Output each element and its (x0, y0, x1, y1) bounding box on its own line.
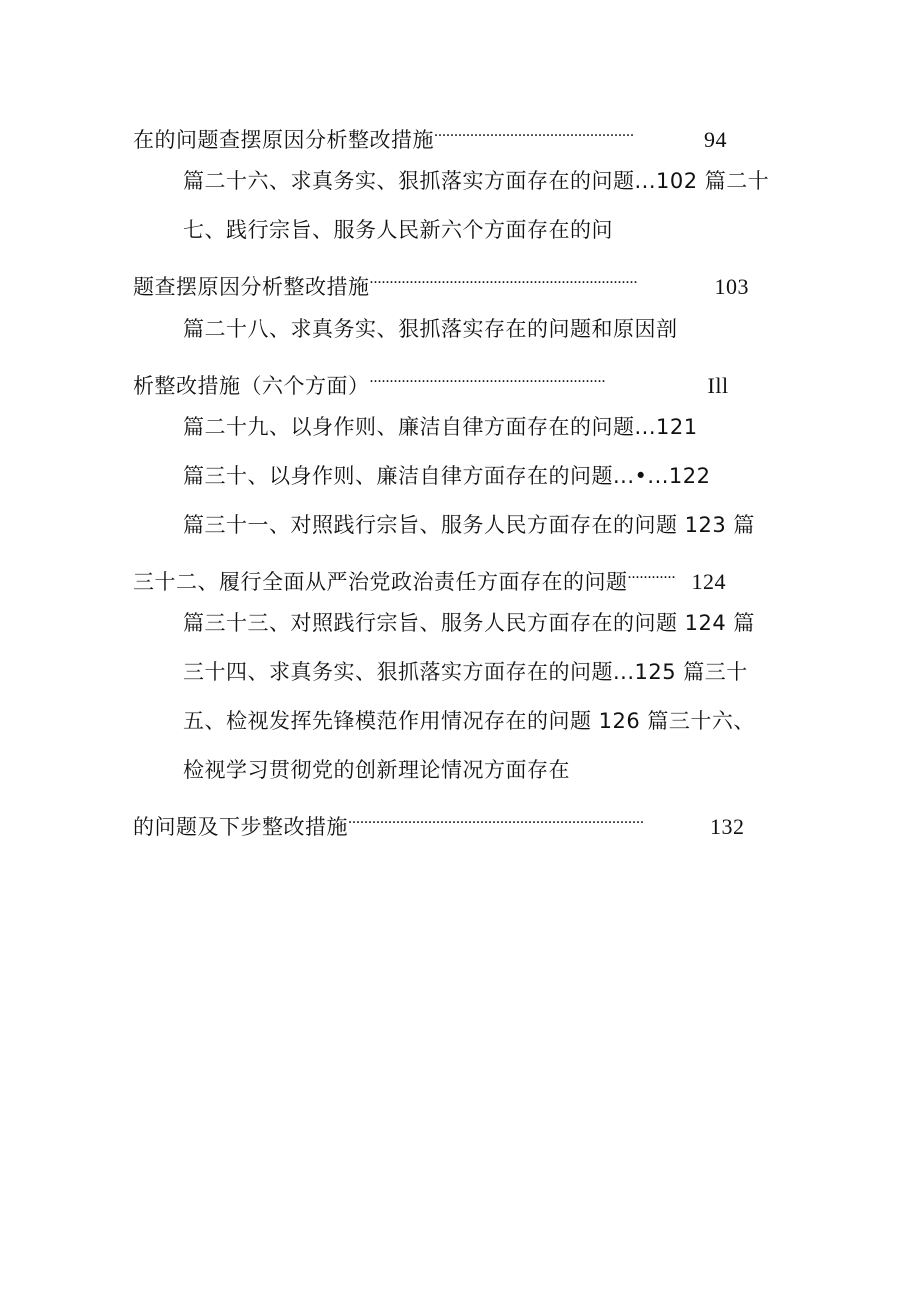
toc-entry (183, 461, 711, 491)
toc-entry (183, 706, 755, 736)
toc-entry-text: 三十四、求真务实、狠抓落实方面存在的问题...125 篇三十 (183, 660, 748, 684)
toc-entry-text: 篇二十九、以身作则、廉洁自律方面存在的问题...121 (183, 415, 698, 439)
toc-entry-text: 题查摆原因分析整改措施 (133, 275, 370, 299)
toc-entry-text: 的问题及下步整改措施 (133, 815, 348, 839)
toc-entry (183, 215, 613, 245)
toc-entry (183, 657, 748, 687)
toc-entry-text: 篇二十六、求真务实、狠抓落实方面存在的问题...102 篇二十 (183, 169, 770, 193)
toc-entry (133, 804, 745, 842)
toc-page-number: 103 (714, 274, 749, 299)
toc-entry (183, 314, 678, 344)
toc-entry (133, 363, 729, 401)
toc-leader-dots: .................................................. (434, 123, 634, 140)
toc-entry (183, 166, 769, 196)
toc-entry-text: 析整改措施（六个方面） (133, 374, 370, 398)
toc-entry-text: 篇三十、以身作则、廉洁自律方面存在的问题...•...122 (183, 464, 711, 488)
toc-page-number: Ill (707, 373, 729, 398)
toc-entry-text: 篇二十八、求真务实、狠抓落实存在的问题和原因剖 (183, 317, 678, 341)
toc-entry (183, 755, 570, 785)
toc-leader-dots: .......................................................................... (348, 810, 644, 827)
toc-entry-text: 篇三十一、对照践行宗旨、服务人民方面存在的问题 123 篇 (183, 513, 755, 537)
toc-entry-text: 五、检视发挥先锋模范作用情况存在的问题 126 篇三十六、 (183, 709, 755, 733)
toc-entry-text: 检视学习贯彻党的创新理论情况方面存在 (183, 758, 570, 782)
toc-entry-text: 在的问题查摆原因分析整改措施 (133, 128, 434, 152)
toc-entry (133, 559, 726, 597)
toc-entry (133, 117, 727, 155)
toc-entry-text: 篇三十三、对照践行宗旨、服务人民方面存在的问题 124 篇 (183, 611, 755, 635)
toc-leader-dots: ................................................................... (369, 270, 638, 287)
toc-entry (133, 264, 749, 302)
toc-leader-dots: ............ (627, 565, 676, 582)
toc-leader-dots: ........................................................... (369, 369, 606, 386)
toc-entry (183, 608, 755, 638)
toc-page-number: 124 (691, 569, 726, 594)
toc-entry (183, 412, 698, 442)
toc-entry-text: 三十二、履行全面从严治党政治责任方面存在的问题 (133, 570, 628, 594)
toc-entry (183, 510, 755, 540)
toc-page-number: 132 (710, 814, 745, 839)
toc-entry-text: 七、践行宗旨、服务人民新六个方面存在的问 (183, 218, 613, 242)
toc-page-number: 94 (704, 127, 727, 152)
